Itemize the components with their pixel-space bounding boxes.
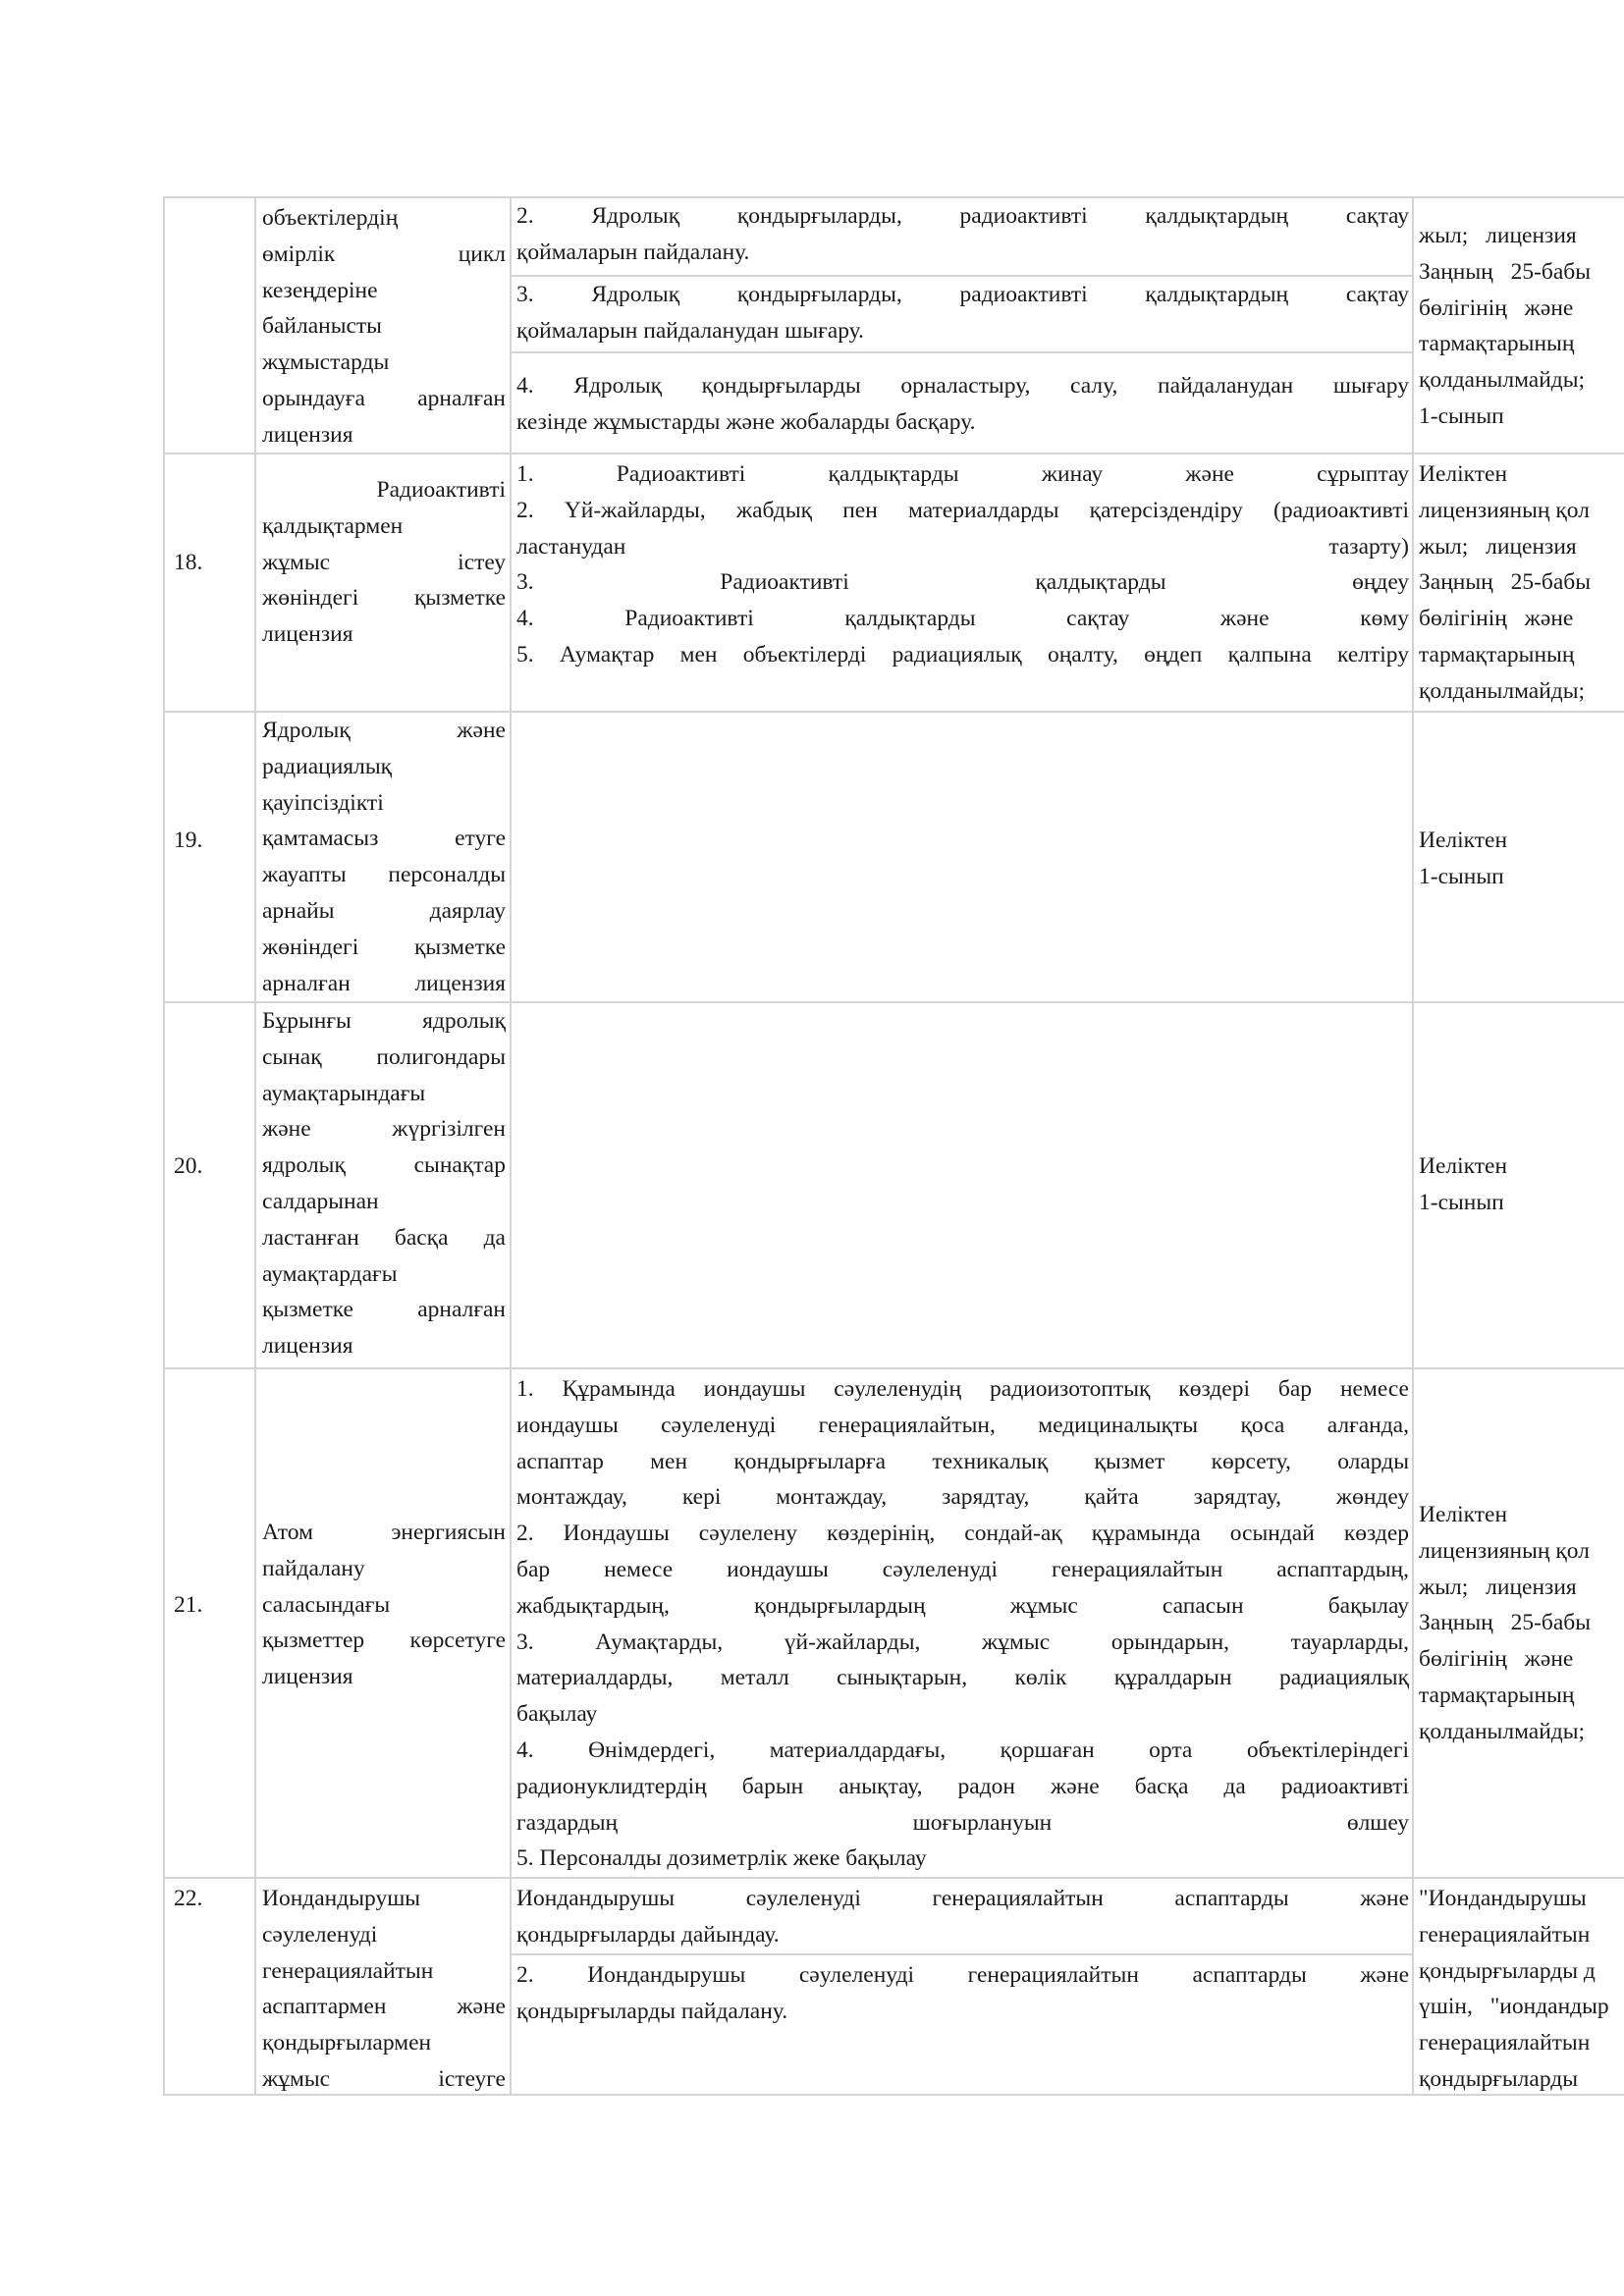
activity-line: радионуклидтердің барын анықтау, радон және басқа да радиоактивті	[516, 1773, 1409, 1799]
name-line: қалдықтармен	[262, 512, 404, 539]
activity-line: 3. Ядролық қондырғыларды, радиоактивті қалдықтардың сақтау	[516, 282, 1409, 307]
name-line: қондырғылармен	[262, 2030, 432, 2056]
activity-line: Иондандырушы сәулеленуді генерациялайтын аспаптарды және	[516, 1886, 1409, 1911]
name-line: ластанған басқа да	[262, 1224, 506, 1251]
activity-line: газдардың шоғырлануын өлшеу	[516, 1809, 1409, 1836]
cell-license-name	[254, 713, 510, 1001]
row-number: 22.	[174, 1886, 203, 1911]
name-line: қамтамасыз етуге	[262, 826, 506, 852]
note-line: жыл; лицензия	[1419, 223, 1577, 248]
name-line: жауапты персоналды	[262, 862, 506, 888]
name-line: жұмыс істеу	[262, 549, 506, 575]
activity-line: кезінде жұмыстарды және жобаларды басқару.	[516, 408, 976, 435]
note-line: лицензияның қол	[1419, 1537, 1590, 1564]
activity-line: материалдарды, металл сынықтарын, көлік құралдарын радиациялық	[516, 1665, 1409, 1691]
note-line: Заңның 25-бабы	[1419, 258, 1592, 285]
name-line: өмірлік цикл	[262, 240, 506, 267]
cell-license-name	[254, 1879, 510, 2094]
name-line: жөніндегі қызметке	[262, 934, 506, 960]
cell-license-name	[254, 1003, 510, 1367]
cell-activities-empty	[510, 713, 1412, 1001]
name-line: аумақтарындағы	[262, 1080, 426, 1106]
cell-license-name	[254, 454, 510, 711]
note-line: тармақтарының	[1419, 641, 1575, 667]
name-line: жұмыстарды	[262, 349, 390, 376]
name-line: қауіпсіздікті	[262, 789, 384, 816]
activity-line: монтаждау, кері монтаждау, зарядтау, қайта зарядтау, жөндеу	[516, 1484, 1409, 1511]
cell-notes	[1412, 454, 1624, 711]
cell-license-name	[254, 1369, 510, 1877]
name-line: сәулеленуді	[262, 1921, 378, 1948]
activity-line: аспаптар мен қондырғыларға техникалық қызмет көрсету, оларды	[516, 1448, 1409, 1474]
cell-number	[163, 713, 254, 1001]
activity-line: 2. Ядролық қондырғыларды, радиоактивті қалдықтардың сақтау	[516, 203, 1409, 229]
name-line: кезеңдеріне	[262, 277, 378, 303]
name-line: пайдалану	[262, 1555, 365, 1581]
name-line: Атом энергиясын	[262, 1520, 506, 1545]
activity-line: 2. Иондаушы сәулелену көздерінің, сондай-ақ құрамында осындай көздер	[516, 1521, 1409, 1547]
cell-notes	[1412, 1369, 1624, 1877]
name-line: орындауға арналған	[262, 385, 506, 411]
note-line: 1-сынып	[1419, 863, 1504, 889]
activity-subcell	[512, 1953, 1412, 2096]
cell-number	[163, 1369, 254, 1877]
name-line: арнайы даярлау	[262, 897, 506, 924]
note-line: "Иондандырушы	[1419, 1886, 1587, 1911]
note-line: жыл; лицензия	[1419, 1574, 1577, 1600]
table-row-20	[163, 1001, 1624, 1367]
note-line: лицензияның қол	[1419, 497, 1590, 523]
activity-subcell	[512, 275, 1412, 351]
activity-line	[516, 529, 1409, 565]
activity-line: қондырғыларды дайындау.	[516, 1921, 780, 1948]
name-line: саласындағы	[262, 1591, 391, 1618]
name-line: Бұрынғы ядролық	[262, 1008, 506, 1034]
cell-number	[163, 1003, 254, 1367]
note-line: қолданылмайды;	[1419, 367, 1586, 394]
activity-line: қондырғыларды пайдалану.	[516, 1998, 788, 2024]
activity-line: жабдықтардың, қондырғылардың жұмыс сапасын бақылау	[516, 1592, 1409, 1619]
cell-activities	[510, 1879, 1412, 2094]
note-line: генерациялайтын	[1419, 1921, 1591, 1948]
cell-activities	[510, 1369, 1412, 1877]
name-line: қызметтер көрсетуге	[262, 1628, 506, 1654]
activity-subcell	[512, 351, 1412, 454]
note-line: Заңның 25-бабы	[1419, 569, 1592, 596]
cell-number	[163, 454, 254, 711]
name-line: лицензия	[262, 1664, 353, 1690]
activity-line-part: тазарту)	[1328, 533, 1409, 560]
cell-notes	[1412, 198, 1624, 453]
activity-line: 1. Құрамында иондаушы сәулеленудің радиоизотоптық көздері бар немесе	[516, 1376, 1409, 1402]
name-line: қызметке арналған	[262, 1297, 506, 1323]
name-line: лицензия	[262, 621, 353, 648]
note-line: қолданылмайды;	[1419, 677, 1586, 704]
note-line: Иеліктен	[1419, 1502, 1508, 1527]
activity-line: 5. Аумақтар мен объектілерді радиациялық оңалту, өңдеп қалпына келтіру	[516, 641, 1409, 667]
name-line: жұмыс істеуге	[262, 2065, 506, 2092]
row-number: 21.	[174, 1592, 203, 1618]
activity-line: иондаушы сәулеленуді генерациялайтын, медициналықты қоса алғанда,	[516, 1412, 1409, 1438]
note-line: үшін, "иондандыр	[1419, 1994, 1609, 2020]
note-line: қондырғыларды д	[1419, 1957, 1596, 1984]
activity-subcell	[512, 1879, 1412, 1953]
note-line: Иеліктен	[1419, 828, 1508, 853]
activity-line: 5. Персоналды дозиметрлік жеке бақылау	[516, 1845, 927, 1872]
table-row-21	[163, 1367, 1624, 1877]
note-line: жыл; лицензия	[1419, 533, 1577, 560]
name-line: Ядролық және	[262, 718, 506, 743]
activity-line: 4. Радиоактивті қалдықтарды сақтау және көму	[516, 606, 1409, 632]
cell-activities-empty	[510, 1003, 1412, 1367]
name-line: лицензия	[262, 421, 353, 448]
name-line: радиациялық	[262, 753, 393, 779]
table-row-17-continued	[163, 196, 1624, 453]
cell-activities	[510, 198, 1412, 453]
activity-line: 2. Иондандырушы сәулеленуді генерациялайтын аспаптарды және	[516, 1962, 1409, 1988]
note-line: 1-сынып	[1419, 1189, 1504, 1215]
name-line: Радиоактивті	[376, 477, 506, 503]
name-line: сынақ полигондары	[262, 1043, 506, 1070]
note-line: Иеліктен	[1419, 1153, 1508, 1179]
activity-line: 4. Өнімдердегі, материалдардағы, қоршаған орта объектілеріндегі	[516, 1736, 1409, 1763]
cell-license-name	[254, 198, 510, 453]
note-line: бөлігінің және	[1419, 1646, 1574, 1673]
cell-number	[163, 198, 254, 453]
activity-line: 3. Радиоактивті қалдықтарды өңдеу	[516, 569, 1409, 596]
activity-line: 2. Үй-жайларды, жабдық пен материалдарды қатерсіздендіру (радиоактивті	[516, 497, 1409, 523]
name-line: аумақтардағы	[262, 1260, 398, 1287]
table-row-22	[163, 1877, 1624, 2096]
name-line: генерациялайтын	[262, 1957, 434, 1984]
name-line: арналған лицензия	[262, 970, 506, 996]
cell-notes	[1412, 1003, 1624, 1367]
name-line: және жүргізілген	[262, 1116, 506, 1143]
activity-line: 4. Ядролық қондырғыларды орналастыру, салу, пайдаланудан шығару	[516, 373, 1409, 399]
name-line: салдарынан	[262, 1188, 379, 1214]
cell-activities	[510, 454, 1412, 711]
note-line: бөлігінің және	[1419, 294, 1574, 321]
name-line: объектілердің	[262, 205, 399, 231]
activity-line: бақылау	[516, 1701, 598, 1728]
name-line: аспаптармен және	[262, 1994, 506, 2020]
activity-line: 3. Аумақтарды, үй-жайларды, жұмыс орындарын, тауарларды,	[516, 1629, 1409, 1655]
note-line: тармақтарының	[1419, 1682, 1575, 1708]
name-line: жөніндегі қызметке	[262, 585, 506, 612]
activity-subcell	[512, 198, 1412, 275]
activity-line-part: ластанудан	[516, 533, 626, 560]
name-line: Иондандырушы	[262, 1886, 421, 1911]
activity-line: бар немесе иондаушы сәулеленуді генерациялайтын аспаптардың,	[516, 1556, 1409, 1582]
row-number: 20.	[174, 1153, 203, 1179]
note-line: тармақтарының	[1419, 331, 1575, 357]
row-number: 18.	[174, 550, 203, 575]
activity-line: қоймаларын пайдаланудан шығару.	[516, 317, 864, 344]
activity-line: 1. Радиоактивті қалдықтарды жинау және сұрыптау	[516, 461, 1409, 487]
table-row-19	[163, 711, 1624, 1001]
name-line: лицензия	[262, 1333, 353, 1360]
note-line: бөлігінің және	[1419, 606, 1574, 632]
cell-notes	[1412, 713, 1624, 1001]
note-line: Иеліктен	[1419, 461, 1508, 487]
table-row-18	[163, 453, 1624, 711]
name-line: байланысты	[262, 313, 382, 340]
cell-number	[163, 1879, 254, 2094]
name-line: ядролық сынақтар	[262, 1152, 506, 1179]
note-line: Заңның 25-бабы	[1419, 1610, 1592, 1636]
note-line: қондырғыларды	[1419, 2065, 1579, 2092]
row-number: 19.	[174, 828, 203, 853]
note-line: генерациялайтын	[1419, 2030, 1591, 2056]
note-line: қолданылмайды;	[1419, 1718, 1586, 1744]
activity-line: қоймаларын пайдалану.	[516, 239, 750, 265]
note-line: 1-сынып	[1419, 402, 1504, 429]
cell-notes	[1412, 1879, 1624, 2094]
